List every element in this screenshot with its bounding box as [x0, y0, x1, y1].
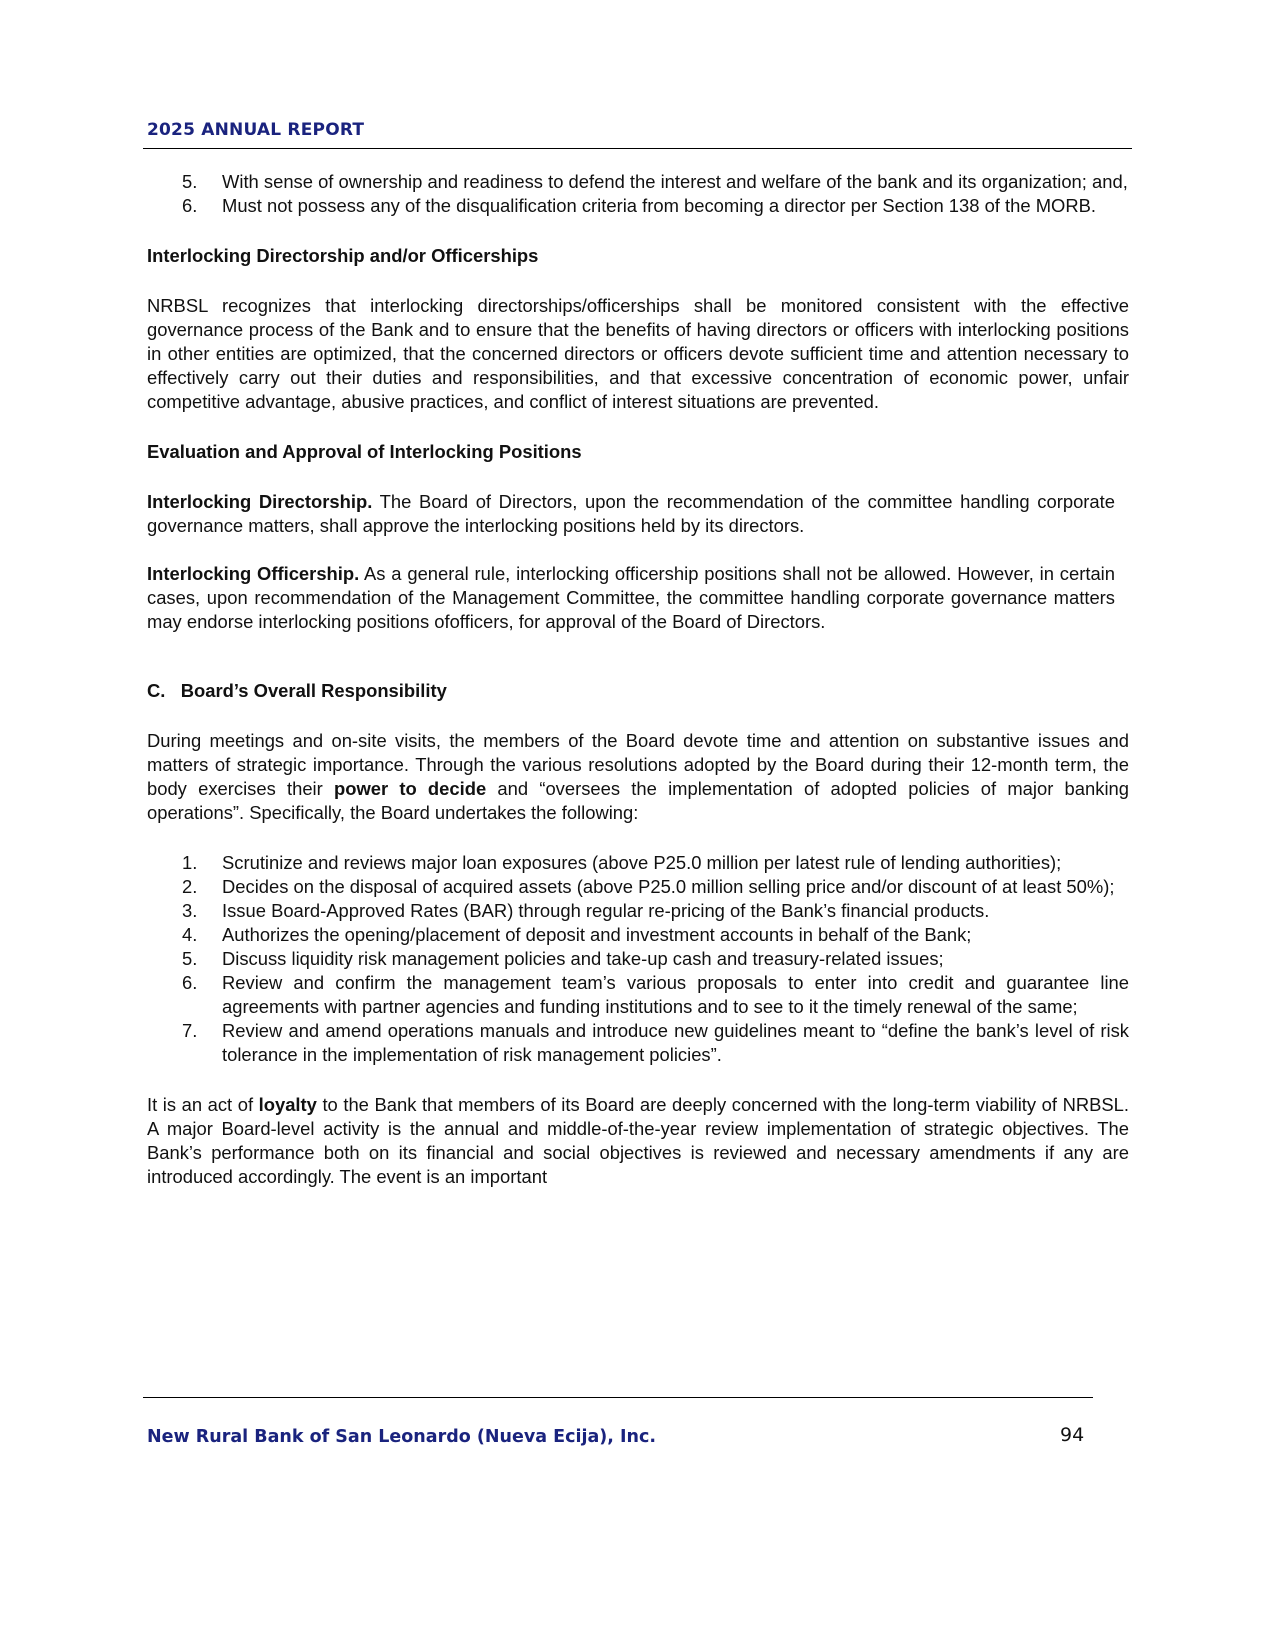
- board-duties-list: [147, 851, 1129, 1067]
- footer-divider: [143, 1397, 1093, 1398]
- page-number: 94: [1060, 1424, 1085, 1446]
- officership-label: Interlocking Officership.: [147, 563, 360, 584]
- list-item: [147, 971, 1129, 1019]
- interlocking-paragraph: NRBSL recognizes that interlocking directorships/officerships shall be monitored consistent with the effective governance process of the Bank and to ensure that the benefits of having directors or officers with interlocking positions in other entities are optimized, that the concerned directors or officers devote sufficient time and attention necessary to effectively carry out their duties and responsibilities, and that excessive concentration of economic power, unfair competitive advantage, abusive practices, and conflict of interest situations are prevented.: [147, 295, 1129, 412]
- list-item-text: Must not possess any of the disqualification criteria from becoming a director per Section 138 of the MORB.: [222, 195, 1096, 216]
- list-item-number: 1.: [182, 852, 198, 873]
- intro-bold: power to decide: [333, 778, 487, 799]
- list-item-number: 2.: [182, 876, 198, 897]
- section-heading-interlocking: Interlocking Directorship and/or Officerships: [147, 245, 539, 266]
- list-item-text: Issue Board-Approved Rates (BAR) through regular re-pricing of the Bank’s financial products.: [222, 900, 990, 921]
- intro-text-b: and “oversees the implementation of adopted policies of major banking operations”. Specifically, the Board undertakes the following:: [147, 778, 1129, 823]
- list-item: [147, 170, 1129, 194]
- list-item: [147, 875, 1129, 899]
- list-item: [147, 899, 1129, 923]
- list-item: [147, 194, 1129, 218]
- intro-text-a: During meetings and on-site visits, the members of the Board devote time and attention on substantive issues and matters of strategic importance. Through the various resolutions adopted by the Board during their 12-month term, the body exercises their: [147, 730, 1129, 799]
- directorship-paragraph: [147, 490, 1115, 538]
- list-item-number: 5.: [182, 171, 198, 192]
- directorship-text: The Board of Directors, upon the recommendation of the committee handling corporate governance matters, shall approve the interlocking positions held by its directors.: [147, 491, 1115, 536]
- section-heading-evaluation: Evaluation and Approval of Interlocking Positions: [147, 441, 582, 462]
- list-item-number: 3.: [182, 900, 198, 921]
- list-item-text: Authorizes the opening/placement of deposit and investment accounts in behalf of the Bank;: [222, 924, 972, 945]
- loyalty-paragraph: [147, 1093, 1129, 1189]
- page-content: [147, 170, 1129, 1189]
- officership-text: As a general rule, interlocking officership positions shall not be allowed. However, in certain cases, upon recommendation of the Management Committee, the committee handling corporate governance matters may endorse interlocking positions ofofficers, for approval of the Board of Directors.: [147, 563, 1115, 632]
- closing-bold: loyalty: [258, 1094, 317, 1115]
- section-letter: C.: [147, 680, 166, 701]
- list-item-number: 6.: [182, 195, 198, 216]
- list-item-text: Review and amend operations manuals and introduce new guidelines meant to “define the bank’s level of risk tolerance in the implementation of risk management policies”.: [222, 1020, 1129, 1065]
- header-divider: [143, 148, 1132, 149]
- list-item-number: 5.: [182, 948, 198, 969]
- list-item: [147, 851, 1129, 875]
- list-item-text: Scrutinize and reviews major loan exposures (above P25.0 million per latest rule of lending authorities);: [222, 852, 1062, 873]
- board-intro-paragraph: [147, 729, 1129, 825]
- section-heading-board-responsibility: [147, 679, 1129, 703]
- officership-paragraph: [147, 562, 1115, 634]
- list-item-number: 7.: [182, 1020, 198, 1041]
- list-item: [147, 1019, 1129, 1067]
- list-item-number: 6.: [182, 972, 198, 993]
- closing-text-b: to the Bank that members of its Board are deeply concerned with the long-term viability of NRBSL. A major Board-level activity is the annual and middle-of-the-year review implementation of strategic objectives. The Bank’s performance both on its financial and social objectives is reviewed and necessary amendments if any are introduced accordingly. The event is an important: [147, 1094, 1129, 1187]
- list-item: [147, 947, 1129, 971]
- directorship-label: Interlocking Directorship.: [147, 491, 373, 512]
- footer-bank-name: New Rural Bank of San Leonardo (Nueva Ecija), Inc.: [147, 1427, 656, 1447]
- list-item-number: 4.: [182, 924, 198, 945]
- report-header-title: 2025 ANNUAL REPORT: [147, 120, 365, 140]
- list-item-text: Decides on the disposal of acquired assets (above P25.0 million selling price and/or discount of at least 50%);: [222, 876, 1115, 897]
- eligibility-list-continued: [147, 170, 1129, 218]
- closing-text-a: It is an act of: [147, 1094, 259, 1115]
- list-item-text: With sense of ownership and readiness to defend the interest and welfare of the bank and its organization; and,: [222, 171, 1128, 192]
- list-item-text: Discuss liquidity risk management policies and take-up cash and treasury-related issues;: [222, 948, 944, 969]
- list-item: [147, 923, 1129, 947]
- section-title: Board’s Overall Responsibility: [180, 680, 447, 701]
- list-item-text: Review and confirm the management team’s various proposals to enter into credit and guarantee line agreements with partner agencies and funding institutions and to see to it the timely renewal of the same;: [222, 972, 1129, 1017]
